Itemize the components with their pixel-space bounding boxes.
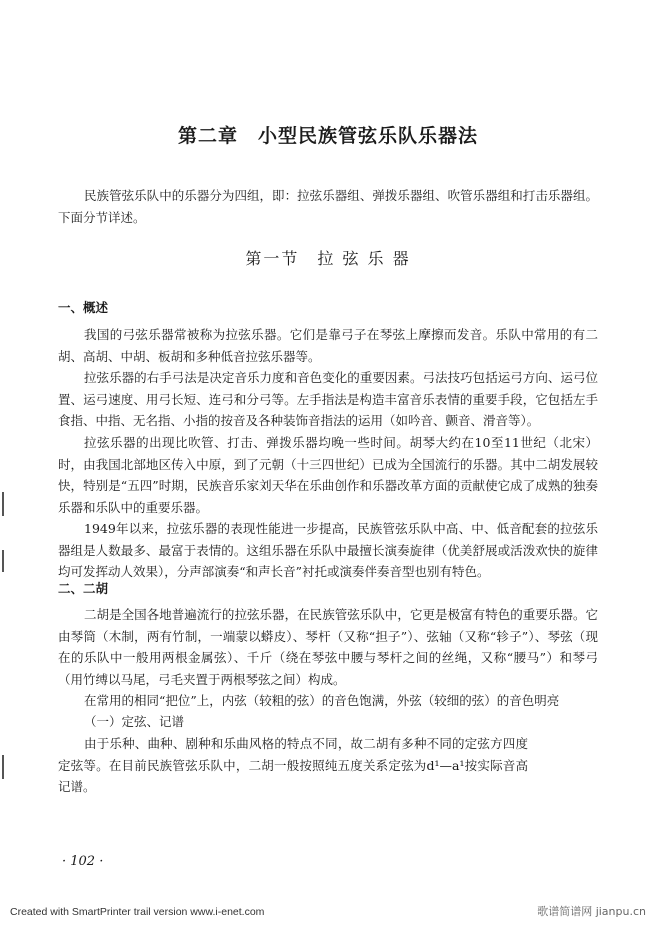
- part1-paragraph: 拉弦乐器的出现比吹管、打击、弹拨乐器均晚一些时间。胡琴大约在10至11世纪（北宋）时，由我国北部地区传入中原，到了元朝（十三四世纪）已成为全国流行的乐器。其中二胡发展较快，特别是“五四”时期，民族音乐家刘天华在乐曲创作和乐器改革方面的贡献使它成了成熟的独奏乐器和乐队中的重要乐器。: [58, 435, 598, 515]
- margin-mark: [2, 550, 4, 572]
- sub-paragraph: 由于乐种、曲种、剧种和乐曲风格的特点不同，故二胡有多种不同的定弦方四度定弦等。在目前民族管弦乐队中，二胡一般按照纯五度关系定弦为d¹—a¹按实际音高记谱。: [58, 736, 528, 794]
- intro-paragraph: 民族管弦乐队中的乐器分为四组，即：拉弦乐器组、弹拨乐器组、吹管乐器组和打击乐器组。下面分节详述。: [58, 188, 598, 225]
- part1-paragraph: 拉弦乐器的右手弓法是决定音乐力度和音色变化的重要因素。弓法技巧包括运弓方向、运弓位置、运弓速度、用弓长短、连弓和分弓等。左手指法是构造丰富音乐表情的重要手段，它包括左手食指、中指、无名指、小指的按音及各种装饰音指法的运用（如吟音、颤音、滑音等）。: [58, 370, 598, 428]
- section-title: 第一节 拉 弦 乐 器: [245, 249, 411, 268]
- watermark-text: Created with SmartPrinter trail version www.i-enet.com: [10, 906, 265, 918]
- part1-paragraph: 我国的弓弦乐器常被称为拉弦乐器。它们是靠弓子在琴弦上摩擦而发音。乐队中常用的有二胡、高胡、中胡、板胡和多种低音拉弦乐器等。: [58, 327, 598, 364]
- page-number: · 102 ·: [62, 854, 104, 869]
- subheading: （一）定弦、记谱: [84, 714, 185, 729]
- part2-heading: 二、二胡: [58, 581, 109, 596]
- part1-paragraph: 1949年以来，拉弦乐器的表现性能进一步提高，民族管弦乐队中高、中、低音配套的拉弦乐器组是人数最多、最富于表情的。这组乐器在乐队中最擅长演奏旋律（优美舒展或活泼欢快的旋律均可发挥动人效果），分声部演奏“和声长音”衬托或演奏伴奏音型也别有特色。: [58, 521, 598, 579]
- margin-mark: [2, 755, 4, 779]
- chapter-title: 第二章 小型民族管弦乐队乐器法: [177, 125, 478, 147]
- margin-mark: [2, 492, 4, 516]
- part1-heading: 一、概述: [58, 300, 109, 315]
- site-watermark: 歌谱简谱网 jianpu.cn: [537, 905, 646, 918]
- part2-paragraph: 在常用的相同“把位”上，内弦（较粗的弦）的音色饱满，外弦（较细的弦）的音色明亮: [84, 693, 560, 708]
- part2-paragraph: 二胡是全国各地普遍流行的拉弦乐器，在民族管弦乐队中，它更是极富有特色的重要乐器。它由琴筒（木制，两有竹制，一端蒙以蟒皮）、琴杆（又称“担子”）、弦轴（又称“轸子”）、琴弦（现在的乐队中一般用两根金属弦）、千斤（绕在琴弦中腰与琴杆之间的丝绳，又称“腰马”）和琴弓（用竹缚以马尾，弓毛夹置于两根琴弦之间）构成。: [58, 607, 598, 687]
